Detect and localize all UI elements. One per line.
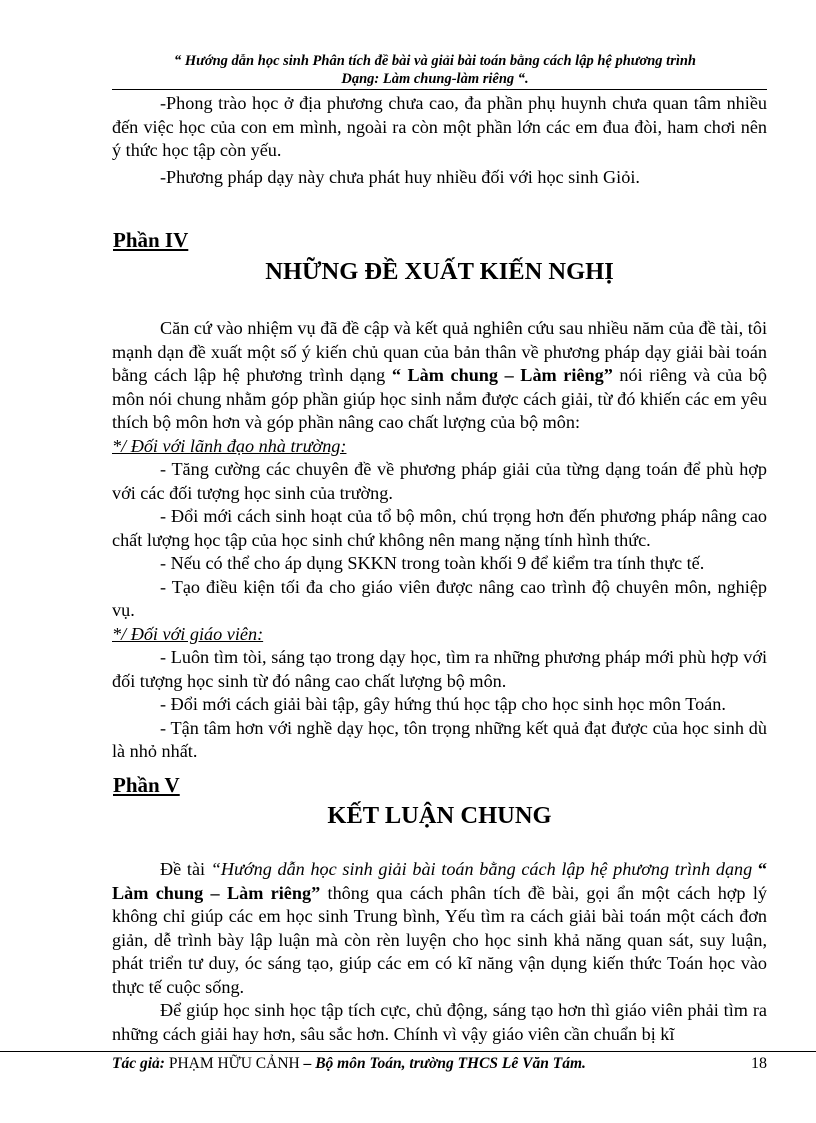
text-run: Căn cứ vào nhiệm vụ đã đề cập và kết quả nghiên cứu sau nhiều năm của đề tài, tôi mạnh dạn đề xuất một số ý kiến chủ quan của bản thân về phương pháp dạy giải bài toán bằng cách lập hệ phương trình dạng [112, 318, 767, 385]
running-footer [112, 1055, 767, 1073]
subheading-leadership: */ Đối với lãnh đạo nhà trường: [112, 435, 347, 456]
author-name: PHẠM HỮU CẢNH [164, 1055, 300, 1072]
footer-divider [0, 1051, 816, 1052]
subheading-teachers: */ Đối với giáo viên: [112, 623, 264, 644]
list-item: - Tận tâm hơn với nghề dạy học, tôn trọng những kết quả đạt được của học sinh dù là nhỏ nhất. [112, 717, 767, 761]
running-header [100, 52, 770, 88]
part-v-label: Phần V [113, 773, 180, 797]
part-v-paragraph-2: Để giúp học sinh học tập tích cực, chủ động, sáng tạo hơn thì giáo viên phải tìm ra những cách giải hay hơn, sâu sắc hơn. Chính vì vậy giáo viên cần chuẩn bị kĩ [112, 1000, 767, 1044]
header-divider [112, 89, 767, 90]
header-line-1: “ Hướng dẫn học sinh Phân tích đề bài và giải bài toán bằng cách lập hệ phương trình [174, 53, 696, 69]
part-iv-content [112, 317, 767, 764]
part-v-title: KẾT LUẬN CHUNG [327, 802, 552, 829]
list-item: - Nếu có thể cho áp dụng SKKN trong toàn khối 9 để kiểm tra tính thực tế. [160, 553, 705, 573]
part-iv-paragraph [112, 317, 767, 435]
page-number: 18 [751, 1055, 767, 1072]
part-iv-label: Phần IV [113, 228, 189, 252]
text-run: nói riêng và của bộ môn nói chung nhằm góp phần giúp học sinh nắm được cách giải, từ đó khiến các em yêu thích bộ môn hơn và góp phần nâng cao chất lượng của bộ môn: [112, 365, 768, 432]
part-v-paragraph-1 [112, 858, 767, 999]
list-item: - Luôn tìm tòi, sáng tạo trong dạy học, tìm ra những phương pháp mới phù hợp với đối tượng học sinh từ đó nâng cao chất lượng bộ môn. [112, 647, 767, 691]
list-item: - Đổi mới cách giải bài tập, gây hứng thú học tập cho học sinh học môn Toán. [160, 694, 726, 714]
part-iv-title: NHỮNG ĐỀ XUẤT KIẾN NGHỊ [265, 258, 614, 285]
text-run-italic: “Hướng dẫn học sinh giải bài toán bằng cách lập hệ phương trình dạng [210, 859, 753, 879]
text-run: thông qua cách phân tích đề bài, gọi ẩn một cách hợp lý không chỉ giúp các em học sinh Trung bình, Yếu tìm ra cách giải bài toán một cách đơn giản, dễ trình bày lập luận mà còn rèn luyện cho học sinh khả năng quan sát, suy luận, phát triển tư duy, óc sáng tạo, giúp các em có kĩ năng vận dụng kiến thức Toán học vào thực tế cuộc sống. [112, 882, 767, 997]
intro-paragraph-1: -Phong trào học ở địa phương chưa cao, đa phần phụ huynh chưa quan tâm nhiều đến việc học của con em mình, ngoài ra còn một phần lớn các em đua đòi, ham chơi nên ý thức học tập còn yếu. [112, 93, 767, 160]
part-v-content [112, 858, 767, 1046]
header-line-2: Dạng: Làm chung-làm riêng “. [341, 71, 529, 87]
text-run: Đề tài [160, 859, 211, 879]
list-item: - Tăng cường các chuyên đề về phương pháp giải của từng dạng toán để phù hợp với các đối tượng học sinh của trường. [112, 459, 767, 503]
author-label: Tác giả: [112, 1055, 165, 1072]
text-run-bold: “ Làm chung – Làm riêng” [391, 365, 613, 385]
text-run-bold: “ Làm chung – Làm riêng” [112, 859, 768, 903]
author-affiliation: – Bộ môn Toán, trường THCS Lê Văn Tám. [299, 1055, 586, 1072]
intro-block [112, 92, 767, 189]
list-item: - Tạo điều kiện tối đa cho giáo viên được nâng cao trình độ chuyên môn, nghiệp vụ. [112, 576, 767, 620]
list-item: - Đổi mới cách sinh hoạt của tổ bộ môn, chú trọng hơn đến phương pháp nâng cao chất lượng học tập của học sinh chứ không nên mang nặng tính hình thức. [112, 506, 767, 550]
intro-paragraph-2: -Phương pháp dạy này chưa phát huy nhiều đối với học sinh Giỏi. [160, 166, 640, 187]
